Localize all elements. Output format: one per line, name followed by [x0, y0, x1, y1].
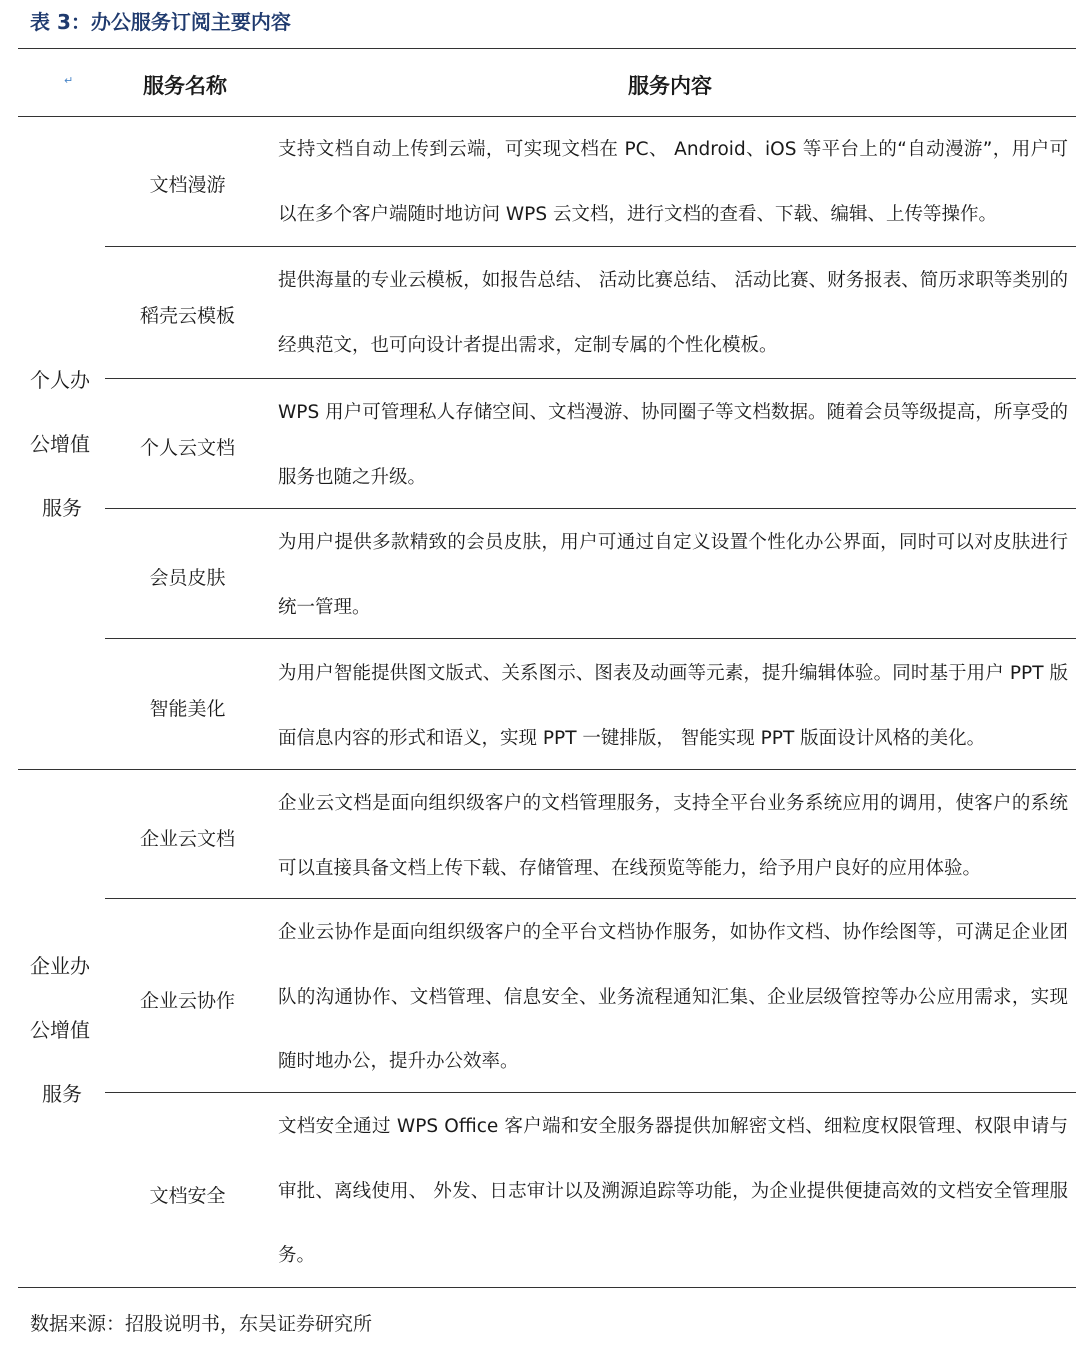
top-rule [18, 48, 1076, 49]
service-name: 文档漫游 [149, 174, 226, 196]
group-enterprise [30, 934, 94, 1126]
service-content: 文档安全通过 WPS Office 客户端和安全服务器提供加解密文档、细粒度权限管理、权限申请与审批、离线使用、 外发、日志审计以及溯源追踪等功能，为企业提供便捷高效的文档安全管理服务。 [278, 1116, 1068, 1266]
service-name: 文档安全 [149, 1185, 226, 1207]
row-separator [105, 898, 1076, 899]
service-name: 企业云文档 [139, 828, 235, 850]
service-content: 为用户智能提供图文版式、关系图示、图表及动画等元素，提升编辑体验。同时基于用户 PPT 版面信息内容的形式和语义，实现 PPT 一键排版， 智能实现 PPT 版面设计风格的美化。 [278, 663, 1068, 749]
row-separator [105, 378, 1076, 379]
header-service-name: 服务名称 [143, 74, 227, 98]
service-name: 个人云文档 [139, 437, 235, 459]
return-mark-icon: ↵ [64, 74, 74, 87]
service-content: 提供海量的专业云模板，如报告总结、 活动比赛总结、 活动比赛、财务报表、简历求职等类别的经典范文，也可向设计者提出需求，定制专属的个性化模板。 [278, 270, 1068, 356]
group-label-line: 公增值 [30, 432, 90, 456]
table-title: 表 3：办公服务订阅主要内容 [30, 10, 291, 34]
row-separator [105, 246, 1076, 247]
service-content: 企业云文档是面向组织级客户的文档管理服务，支持全平台业务系统应用的调用，使客户的系统可以直接具备文档上传下载、存储管理、在线预览等能力，给予用户良好的应用体验。 [278, 793, 1068, 879]
group-label-line: 服务 [42, 496, 82, 520]
row-separator [105, 638, 1076, 639]
service-name: 稻壳云模板 [139, 305, 235, 327]
service-content: WPS 用户可管理私人存储空间、文档漫游、协同圈子等文档数据。随着会员等级提高，所享受的服务也随之升级。 [278, 402, 1068, 488]
service-content: 为用户提供多款精致的会员皮肤，用户可通过自定义设置个性化办公界面，同时可以对皮肤进行统一管理。 [278, 532, 1068, 618]
group-personal [30, 348, 94, 540]
group-rule [18, 769, 1076, 770]
group-label-line: 个人办 [30, 368, 90, 392]
row-separator [105, 1092, 1076, 1093]
group-label-line: 企业办 [30, 954, 90, 978]
service-name: 会员皮肤 [149, 567, 226, 589]
group-label-line: 服务 [42, 1082, 82, 1106]
group-label-line: 公增值 [30, 1018, 90, 1042]
service-content: 支持文档自动上传到云端，可实现文档在 PC、 Android、iOS 等平台上的“自动漫游”，用户可以在多个客户端随时地访问 WPS 云文档，进行文档的查看、下载、编辑、上传等操作。 [278, 139, 1068, 225]
header-service-content: 服务内容 [628, 74, 712, 98]
service-content: 企业云协作是面向组织级客户的全平台文档协作服务，如协作文档、协作绘图等，可满足企业团队的沟通协作、文档管理、信息安全、业务流程通知汇集、企业层级管控等办公应用需求，实现随时地办公，提升办公效率。 [278, 922, 1068, 1072]
header-rule [18, 116, 1076, 117]
service-name: 企业云协作 [139, 990, 235, 1012]
data-source-note: 数据来源：招股说明书，东吴证券研究所 [30, 1313, 373, 1335]
bottom-rule [18, 1287, 1076, 1288]
service-name: 智能美化 [149, 698, 226, 720]
row-separator [105, 508, 1076, 509]
